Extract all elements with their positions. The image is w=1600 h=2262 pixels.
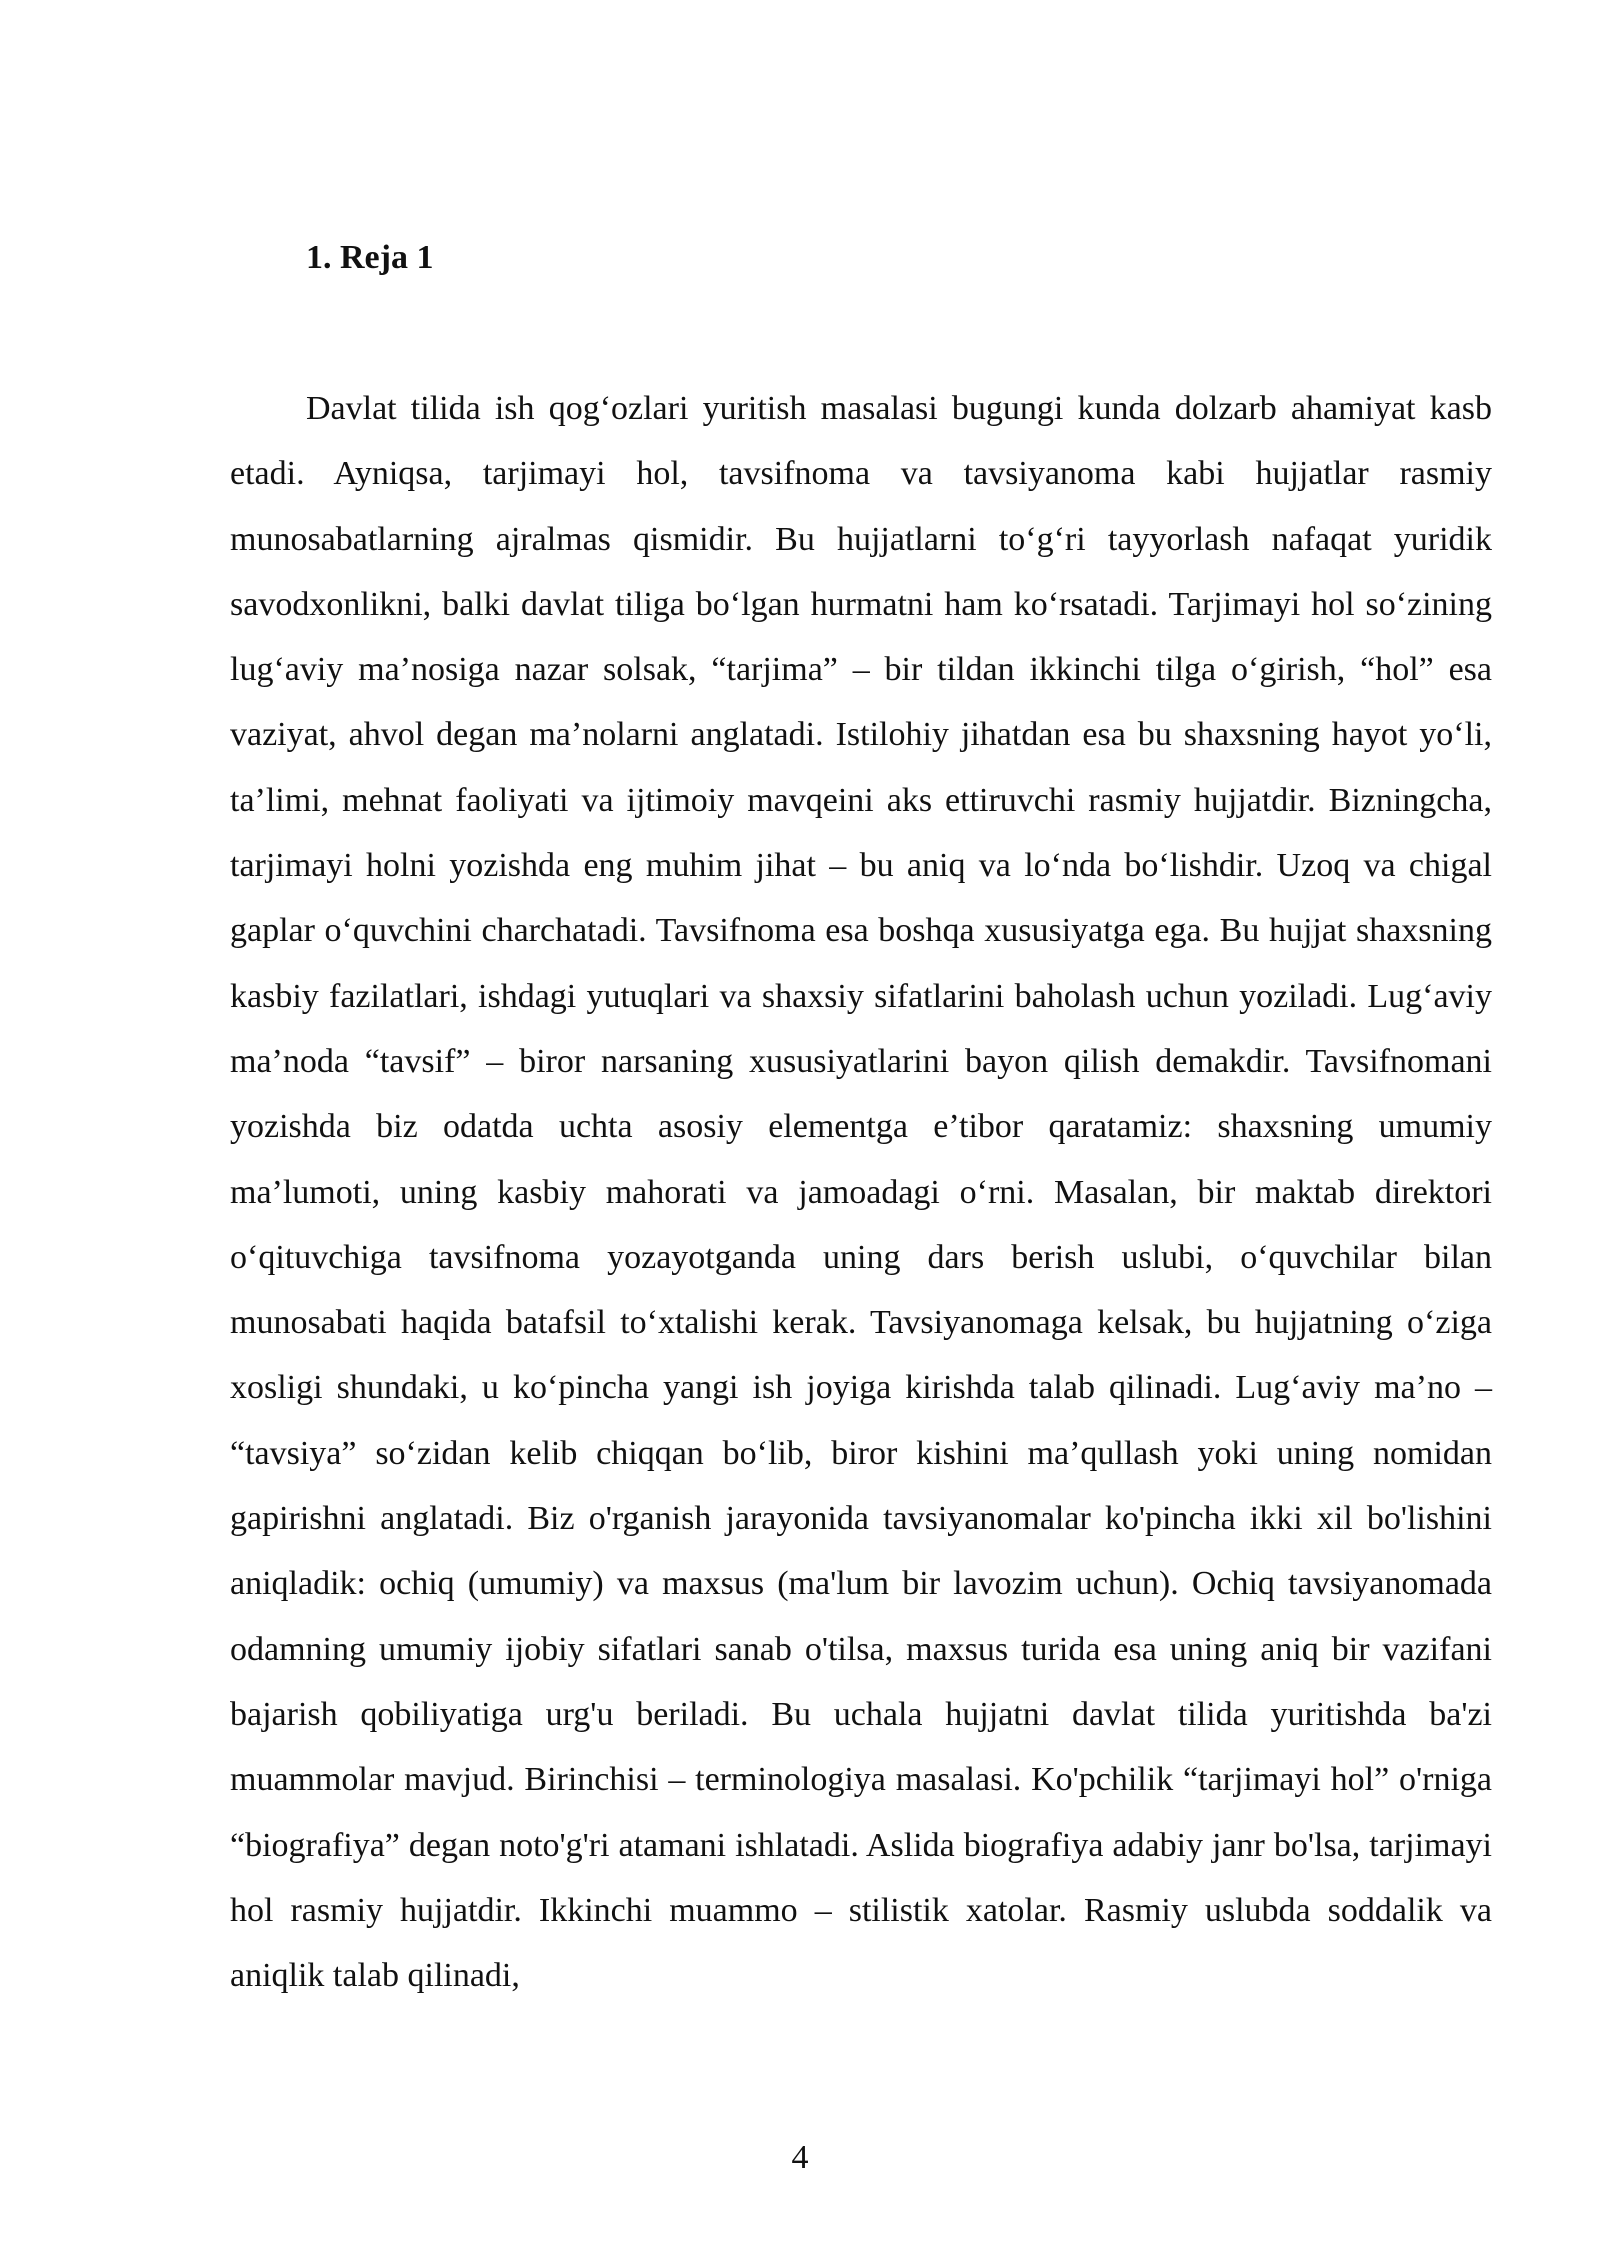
page-number: 4 <box>791 2139 809 2176</box>
section-heading: 1. Reja 1 <box>306 239 434 276</box>
body-paragraph: Davlat tilida ish qog‘ozlari yuritish masalasi bugungi kunda dolzarb ahamiyat kasb etadi. Ayniqsa, tarjimayi hol, tavsifnoma va tavsiyanoma kabi hujjatlar rasmiy munosabatlarning ajralmas qismidir. Bu hujjatlarni to‘g‘ri tayyorlash nafaqat yuridik savodxonlikni, balki davlat tiliga bo‘lgan hurmatni ham ko‘rsatadi. Tarjimayi hol so‘zining lug‘aviy ma’nosiga nazar solsak, “tarjima” – bir tildan ikkinchi tilga o‘girish, “hol” esa vaziyat, ahvol degan ma’nolarni anglatadi. Istilohiy jihatdan esa bu shaxsning hayot yo‘li, ta’limi, mehnat faoliyati va ijtimoiy mavqeini aks ettiruvchi rasmiy hujjatdir. Bizningcha, tarjimayi holni yozishda eng muhim jihat – bu aniq va lo‘nda bo‘lishdir. Uzoq va chigal gaplar o‘quvchini charchatadi. Tavsifnoma esa boshqa xususiyatga ega. Bu hujjat shaxsning kasbiy fazilatlari, ishdagi yutuqlari va shaxsiy sifatlarini baholash uchun yoziladi. Lug‘aviy ma’noda “tavsif” – biror narsaning xususiyatlarini bayon qilish demakdir. Tavsifnomani yozishda biz odatda uchta asosiy elementga e’tibor qaratamiz: shaxsning umumiy ma’lumoti, uning kasbiy mahorati va jamoadagi o‘rni. Masalan, bir maktab direktori o‘qituvchiga tavsifnoma yozayotganda uning dars berish uslubi, o‘quvchilar bilan munosabati haqida batafsil to‘xtalishi kerak. Tavsiyanomaga kelsak, bu hujjatning o‘ziga xosligi shundaki, u ko‘pincha yangi ish joyiga kirishda talab qilinadi. Lug‘aviy ma’no – “tavsiya” so‘zidan kelib chiqqan bo‘lib, biror kishini ma’qullash yoki uning nomidan gapirishni anglatadi. Biz o'rganish jarayonida tavsiyanomalar ko'pincha ikki xil bo'lishini aniqladik: ochiq (umumiy) va maxsus (ma'lum bir lavozim uchun). Ochiq tavsiyanomada odamning umumiy ijobiy sifatlari sanab o'tilsa, maxsus turida esa uning aniq bir vazifani bajarish qobiliyatiga urg'u beriladi. Bu uchala hujjatni davlat tilida yuritishda ba'zi muammolar mavjud. Birinchisi – terminologiya masalasi. Ko'pchilik “tarjimayi hol” o'rniga “biografiya” degan noto'g'ri atamani ishlatadi. Aslida biografiya adabiy janr bo'lsa, tarjimayi hol rasmiy hujjatdir. Ikkinchi muammo – stilistik xatolar. Rasmiy uslubda soddalik va aniqlik talab qilinadi, <box>230 390 1492 1995</box>
